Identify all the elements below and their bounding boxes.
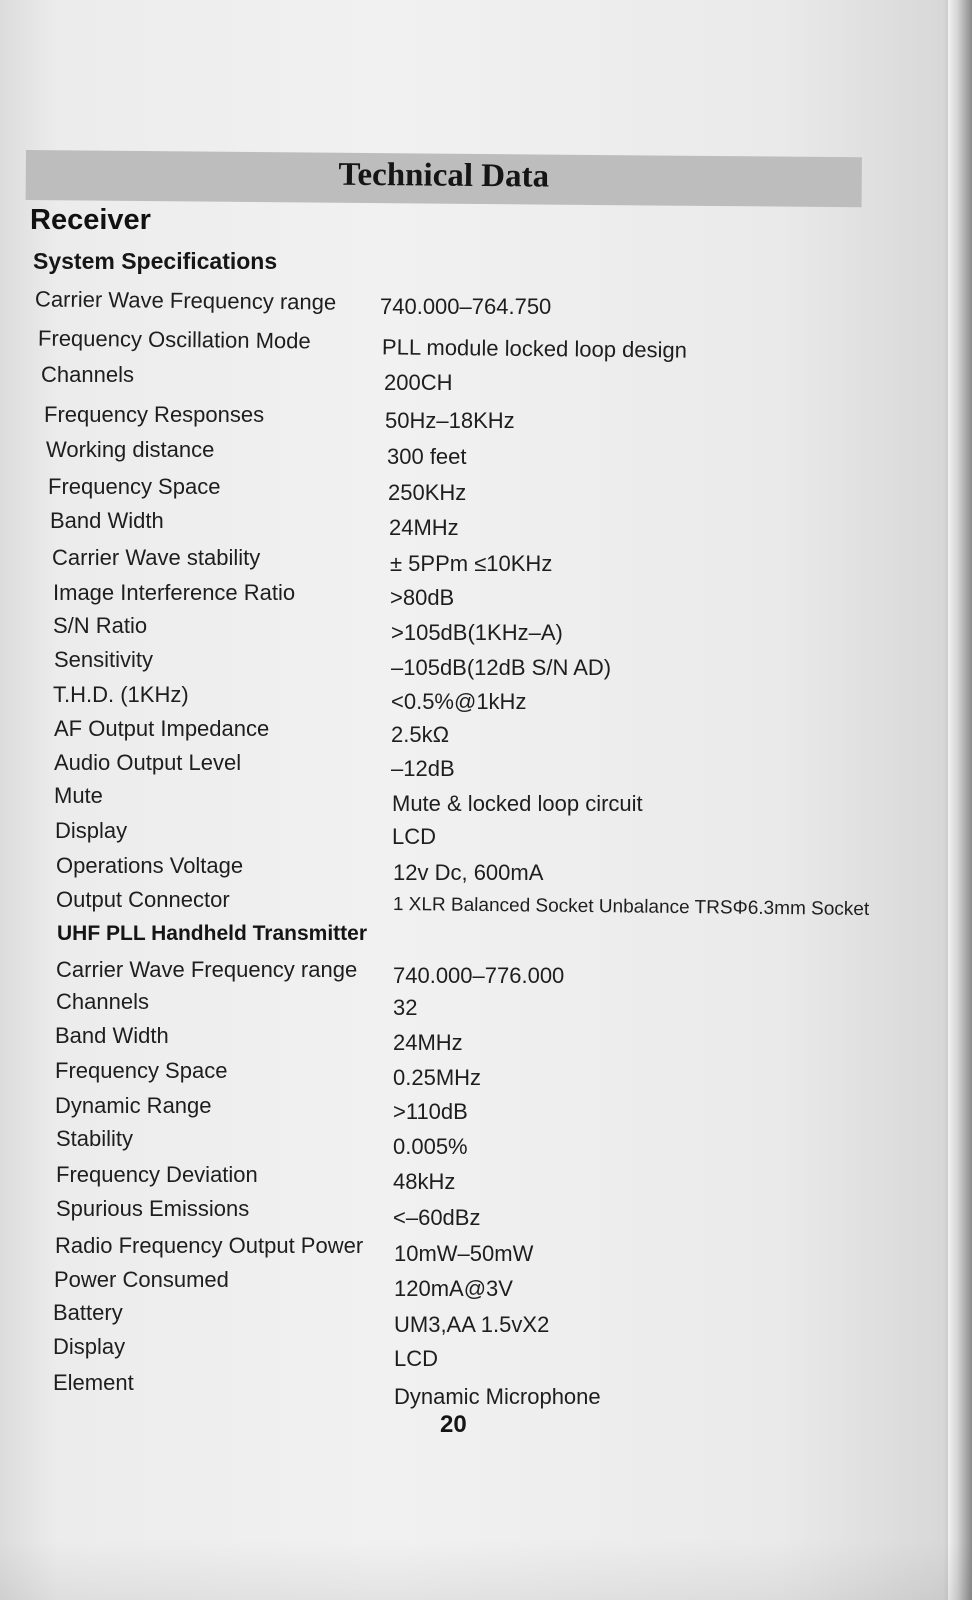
spec-value: 740.000–764.750 — [380, 294, 552, 319]
spec-value: 2.5kΩ — [391, 722, 450, 747]
spec-label: Display — [53, 1334, 126, 1359]
title-bar — [26, 150, 862, 207]
spec-label: Dynamic Range — [55, 1093, 212, 1118]
spec-value: 0.25MHz — [393, 1065, 482, 1090]
spec-label: Frequency Space — [55, 1058, 228, 1083]
spec-value: 300 feet — [387, 444, 467, 469]
spec-value: 250KHz — [388, 480, 467, 505]
spec-value: 1 XLR Balanced Socket Unbalance TRSΦ6.3mm Socket — [392, 894, 870, 920]
spec-label: Band Width — [55, 1023, 169, 1048]
spec-label: Carrier Wave Frequency range — [56, 957, 358, 982]
spec-label: Battery — [53, 1300, 123, 1325]
spec-label: Spurious Emissions — [56, 1196, 250, 1221]
spec-value: >105dB(1KHz–A) — [391, 620, 563, 645]
spec-value: 10mW–50mW — [394, 1241, 534, 1266]
spec-value: LCD — [394, 1346, 439, 1371]
spec-label: Power Consumed — [54, 1267, 229, 1292]
spec-label: Channels — [56, 989, 149, 1014]
spec-label: Channels — [41, 362, 134, 387]
spec-value: –105dB(12dB S/N AD) — [391, 655, 612, 680]
spec-value: <0.5%@1kHz — [391, 689, 527, 714]
spec-label: Working distance — [46, 437, 215, 462]
spec-value: Dynamic Microphone — [394, 1384, 601, 1409]
spec-label: Output Connector — [56, 887, 230, 912]
receiver-heading: Receiver — [30, 204, 151, 236]
spec-value: 32 — [393, 995, 418, 1020]
spec-value: PLL module locked loop design — [381, 334, 688, 363]
spec-label: Stability — [56, 1126, 134, 1151]
spec-label: S/N Ratio — [53, 613, 148, 638]
spec-label: Band Width — [50, 508, 164, 533]
spec-label: Frequency Space — [48, 474, 221, 499]
spec-value: >110dB — [393, 1099, 468, 1124]
spec-value: 120mA@3V — [394, 1276, 513, 1301]
spec-label: T.H.D. (1KHz) — [53, 682, 189, 707]
spec-label: AF Output Impedance — [54, 716, 270, 741]
spec-label: Operations Voltage — [56, 853, 244, 878]
bottom-shadow — [0, 1540, 972, 1600]
system-specifications-heading: System Specifications — [33, 248, 278, 274]
page-title: Technical Data — [338, 156, 550, 195]
transmitter-heading: UHF PLL Handheld Transmitter — [57, 922, 367, 945]
spec-value: 48kHz — [393, 1169, 456, 1194]
spec-value: 200CH — [384, 370, 453, 395]
spec-value: 0.005% — [393, 1134, 468, 1159]
spec-label: Frequency Responses — [44, 402, 265, 427]
spec-label: Radio Frequency Output Power — [55, 1233, 364, 1258]
spec-value: 740.000–776.000 — [393, 963, 565, 988]
spec-value: 24MHz — [389, 515, 459, 540]
spec-value: UM3,AA 1.5vX2 — [394, 1312, 550, 1337]
spec-value: 50Hz–18KHz — [385, 408, 515, 433]
spec-value: ± 5PPm ≤10KHz — [390, 551, 553, 576]
spec-label: Carrier Wave stability — [52, 545, 261, 570]
spec-value: –12dB — [391, 756, 455, 781]
spec-label: Carrier Wave Frequency range — [34, 286, 337, 315]
spec-value: >80dB — [390, 585, 455, 610]
spec-label: Sensitivity — [54, 647, 154, 672]
spec-label: Display — [55, 818, 128, 843]
spec-value: 12v Dc, 600mA — [393, 860, 544, 885]
spec-value: 24MHz — [393, 1030, 463, 1055]
page-edge — [948, 0, 972, 1600]
spec-label: Frequency Deviation — [56, 1162, 258, 1187]
spec-label: Mute — [54, 783, 103, 808]
spec-value: Mute & locked loop circuit — [392, 791, 643, 816]
spec-label: Audio Output Level — [54, 750, 242, 775]
spec-value: <–60dBz — [393, 1205, 481, 1230]
spec-value: LCD — [392, 824, 437, 849]
spec-label: Image Interference Ratio — [53, 580, 296, 605]
page-number: 20 — [440, 1411, 467, 1438]
spec-label: Frequency Oscillation Mode — [37, 325, 311, 354]
spec-label: Element — [53, 1370, 134, 1395]
